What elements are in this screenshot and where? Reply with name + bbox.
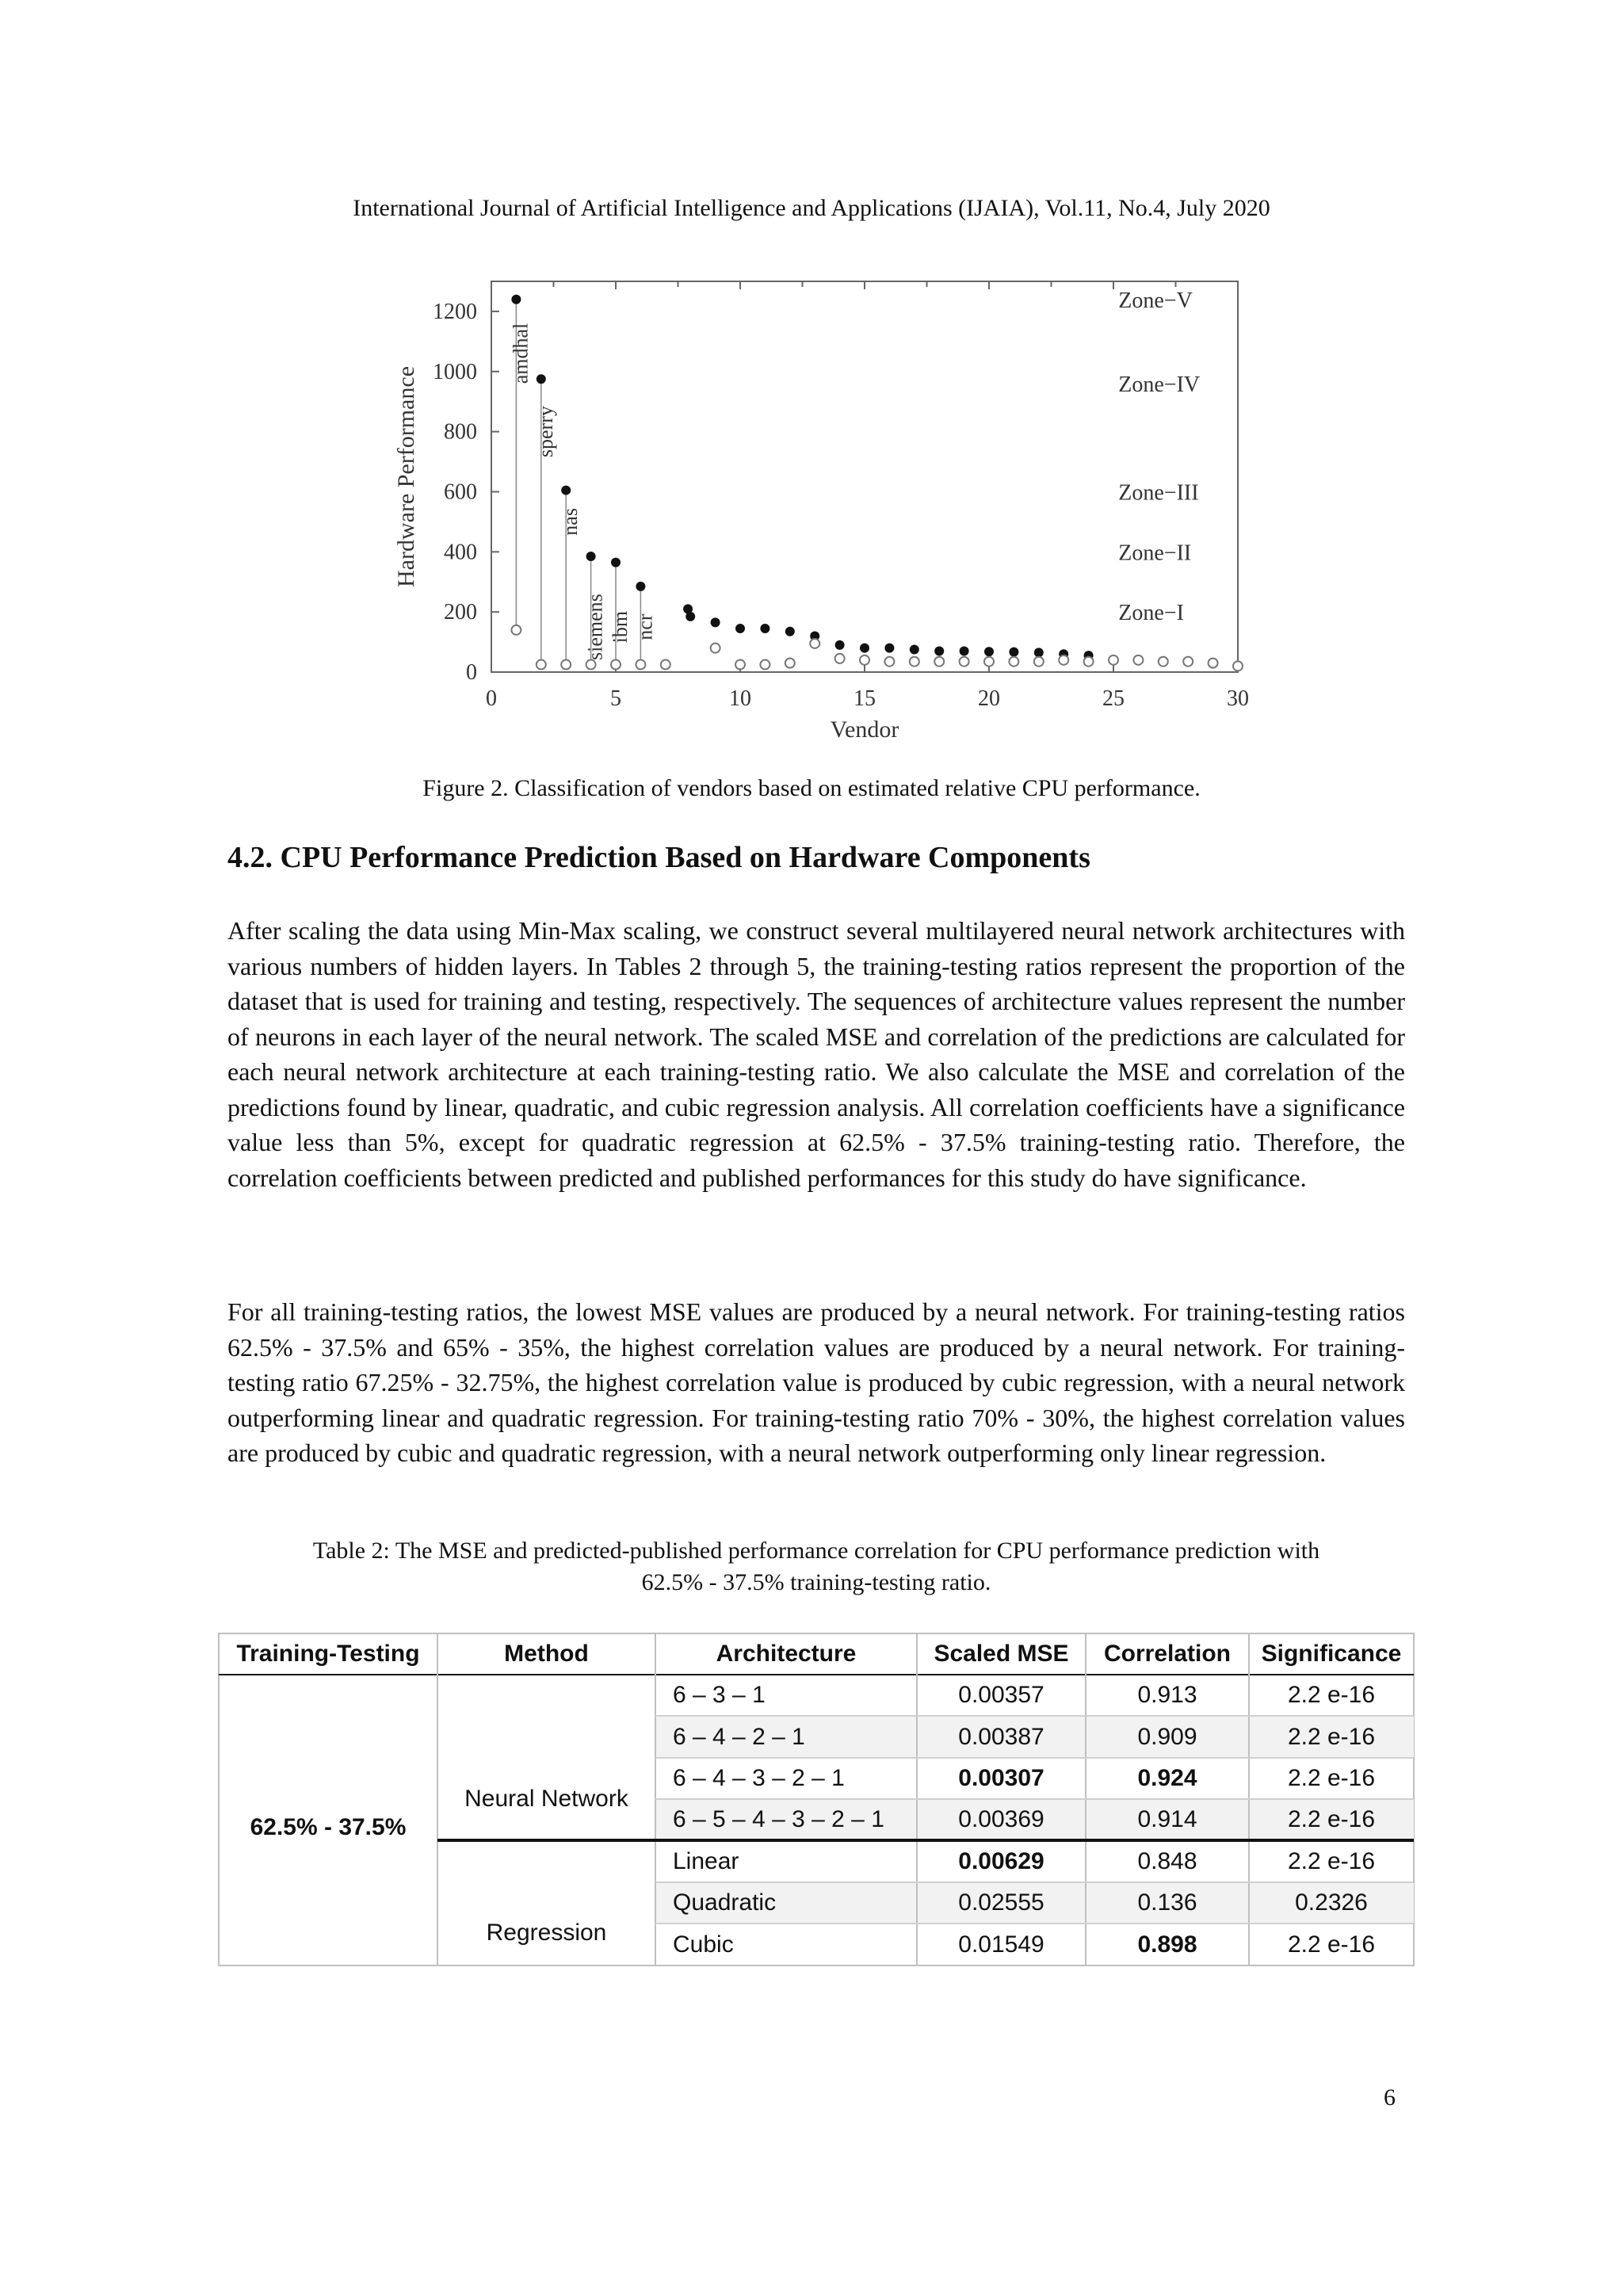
architecture-cell: 6 – 3 – 1	[673, 1682, 766, 1708]
architecture-cell: 6 – 4 – 2 – 1	[673, 1723, 805, 1750]
data-point-filled	[934, 646, 944, 655]
data-point-hollow	[984, 657, 994, 667]
data-point-hollow	[636, 660, 645, 670]
architecture-cell: 6 – 4 – 3 – 2 – 1	[673, 1765, 845, 1791]
significance-cell: 2.2 e-16	[1287, 1931, 1376, 1958]
data-point-hollow	[1183, 657, 1193, 667]
y-tick-label: 200	[444, 600, 477, 625]
table-row	[219, 1840, 1414, 1882]
vendor-annotation: nas	[559, 508, 582, 536]
table-row	[219, 1675, 1414, 1716]
architecture-cell: 6 – 5 – 4 – 3 – 2 – 1	[673, 1806, 884, 1832]
header-method: Method	[504, 1641, 589, 1667]
data-point-filled	[960, 646, 969, 655]
zone-label: Zone−V	[1118, 288, 1193, 313]
data-point-hollow	[884, 657, 894, 667]
data-point-hollow	[1109, 655, 1118, 665]
data-point-hollow	[810, 639, 819, 648]
y-tick-label: 0	[466, 660, 477, 685]
vendor-annotation: ibm	[609, 610, 632, 644]
header-significance: Significance	[1261, 1641, 1402, 1667]
zone-label: Zone−II	[1118, 541, 1192, 566]
data-point-filled	[760, 624, 769, 633]
data-point-hollow	[1133, 655, 1143, 665]
data-point-hollow	[537, 660, 546, 670]
data-point-filled	[511, 295, 521, 304]
data-point-hollow	[860, 655, 869, 665]
figure-caption: Figure 2. Classification of vendors based on estimated relative CPU performance.	[422, 775, 1201, 801]
zone-label: Zone−I	[1118, 601, 1184, 626]
correlation-cell: 0.136	[1137, 1889, 1197, 1916]
data-point-filled	[561, 486, 571, 495]
data-point-hollow	[1159, 657, 1168, 667]
data-point-hollow	[611, 660, 621, 670]
running-header: International Journal of Artificial Intelligence and Applications (IJAIA), Vol.11, No.4, July 2020	[353, 195, 1270, 221]
zone-label: Zone−III	[1118, 480, 1199, 506]
data-point-filled	[1009, 648, 1018, 657]
data-point-hollow	[835, 654, 845, 663]
y-axis-label: Hardware Performance	[393, 365, 419, 588]
significance-cell: 0.2326	[1295, 1889, 1368, 1916]
x-tick-label: 30	[1227, 686, 1249, 711]
method-regression-cell: Regression	[486, 1920, 607, 1946]
data-point-hollow	[735, 660, 745, 670]
x-tick-label: 5	[610, 686, 621, 711]
y-tick-label: 1200	[433, 299, 477, 324]
data-point-filled	[860, 644, 869, 653]
table-row	[219, 1799, 1414, 1840]
data-point-hollow	[661, 660, 670, 670]
table-row	[219, 1882, 1414, 1924]
correlation-cell: 0.898	[1137, 1931, 1197, 1958]
architecture-cell: Linear	[673, 1847, 739, 1874]
architecture-cell: Cubic	[673, 1931, 734, 1958]
mse-cell: 0.00629	[958, 1847, 1044, 1874]
mse-cell: 0.01549	[958, 1931, 1044, 1958]
mse-cell: 0.00357	[958, 1682, 1044, 1708]
correlation-cell: 0.914	[1137, 1806, 1197, 1832]
vendor-annotation: amdhal	[509, 323, 533, 384]
correlation-cell: 0.909	[1137, 1723, 1197, 1750]
data-point-hollow	[586, 660, 596, 670]
vendor-annotation: siemens	[583, 594, 607, 660]
correlation-cell: 0.924	[1137, 1765, 1197, 1791]
significance-cell: 2.2 e-16	[1287, 1847, 1376, 1874]
data-point-hollow	[1209, 659, 1218, 668]
data-point-hollow	[960, 657, 969, 667]
architecture-cell: Quadratic	[673, 1889, 777, 1916]
data-point-filled	[611, 558, 621, 567]
y-tick-label: 400	[444, 540, 477, 565]
data-point-hollow	[1009, 657, 1018, 667]
table-caption-line-2: 62.5% - 37.5% training-testing ratio.	[641, 1569, 991, 1595]
mse-cell: 0.00387	[958, 1723, 1044, 1750]
paragraph-1: After scaling the data using Min-Max scaling, we construct several multilayered neural network architectures with various numbers of hidden layers. In Tables 2 through 5, the training-testing ratios represent the proportion of the dataset that is used for training and testing, respectively. The sequences of architecture values represent the number of neurons in each layer of the neural network. The scaled MSE and correlation of the predictions are calculated for each neural network architecture at each training-testing ratio. We also calculate the MSE and correlation of the predictions found by linear, quadratic, and cubic regression analysis. All correlation coefficients have a significance value less than 5%, except for quadratic regression at 62.5% - 37.5% training-testing ratio. Therefore, the correlation coefficients between predicted and published performances for this study do have significance.	[227, 916, 1405, 1192]
data-point-filled	[785, 627, 795, 636]
table-caption-line-1: Table 2: The MSE and predicted-published performance correlation for CPU performance prediction with	[312, 1538, 1320, 1564]
data-point-filled	[636, 582, 645, 591]
data-point-hollow	[934, 657, 944, 667]
data-point-hollow	[785, 659, 795, 668]
data-point-hollow	[1034, 657, 1044, 667]
data-point-hollow	[711, 644, 720, 653]
paragraph-2: For all training-testing ratios, the lowest MSE values are produced by a neural network. For training-testing ratios 62.5% - 37.5% and 65% - 35%, the highest correlation values are produced by a neural network. For training-testing ratio 67.25% - 32.75%, the highest correlation value is produced by cubic regression, with a neural network outperforming linear and quadratic regression. For training-testing ratio 70% - 30%, the highest correlation values are produced by cubic and quadratic regression, with a neural network outperforming only linear regression.	[227, 1297, 1405, 1467]
data-point-hollow	[1059, 655, 1068, 665]
mse-cell: 0.02555	[958, 1889, 1044, 1916]
data-point-filled	[735, 624, 745, 633]
zone-label: Zone−IV	[1118, 372, 1201, 397]
data-point-filled	[537, 374, 546, 384]
data-point-filled	[984, 647, 994, 656]
x-tick-label: 25	[1102, 686, 1125, 711]
data-point-hollow	[561, 660, 571, 670]
training-testing-ratio-cell: 62.5% - 37.5%	[250, 1814, 407, 1840]
data-point-hollow	[1233, 661, 1243, 670]
y-tick-label: 800	[444, 419, 477, 445]
mse-cell: 0.00369	[958, 1806, 1044, 1832]
vendor-annotation: ncr	[633, 613, 657, 640]
correlation-cell: 0.913	[1137, 1682, 1197, 1708]
significance-cell: 2.2 e-16	[1287, 1723, 1376, 1750]
vendor-performance-scatter-chart	[380, 269, 1268, 741]
header-scaled-mse: Scaled MSE	[934, 1641, 1069, 1667]
table-row	[219, 1924, 1414, 1966]
table-row	[219, 1716, 1414, 1758]
method-neural-network-cell: Neural Network	[464, 1786, 628, 1812]
x-tick-label: 20	[978, 686, 1000, 711]
y-tick-label: 600	[444, 479, 477, 505]
results-table	[219, 1633, 1414, 1966]
mse-cell: 0.00307	[958, 1765, 1044, 1791]
data-point-filled	[711, 617, 720, 627]
data-point-filled	[1034, 648, 1044, 657]
header-training-testing: Training-Testing	[236, 1641, 420, 1667]
data-point-hollow	[910, 657, 919, 667]
data-point-hollow	[511, 625, 521, 635]
header-architecture: Architecture	[716, 1641, 857, 1667]
header-correlation: Correlation	[1103, 1641, 1232, 1667]
data-point-hollow	[1084, 657, 1094, 667]
significance-cell: 2.2 e-16	[1287, 1682, 1376, 1708]
x-axis-label: Vendor	[830, 716, 899, 741]
data-point-filled	[835, 640, 845, 650]
page-number: 6	[1384, 2084, 1396, 2111]
x-tick-label: 10	[729, 686, 751, 711]
section-heading: 4.2. CPU Performance Prediction Based on Hardware Components	[227, 841, 1090, 874]
x-tick-label: 15	[854, 686, 876, 711]
correlation-cell: 0.848	[1137, 1847, 1197, 1874]
vendor-annotation: sperry	[533, 406, 557, 458]
significance-cell: 2.2 e-16	[1287, 1765, 1376, 1791]
table-caption	[227, 1535, 1405, 1599]
table-row	[219, 1758, 1414, 1799]
significance-cell: 2.2 e-16	[1287, 1806, 1376, 1832]
data-point-hollow	[760, 660, 769, 670]
x-tick-label: 0	[486, 686, 497, 711]
y-tick-label: 1000	[433, 359, 477, 384]
data-point-filled	[685, 612, 695, 621]
data-point-filled	[884, 644, 894, 653]
data-point-filled	[586, 552, 596, 561]
data-point-filled	[910, 645, 919, 655]
